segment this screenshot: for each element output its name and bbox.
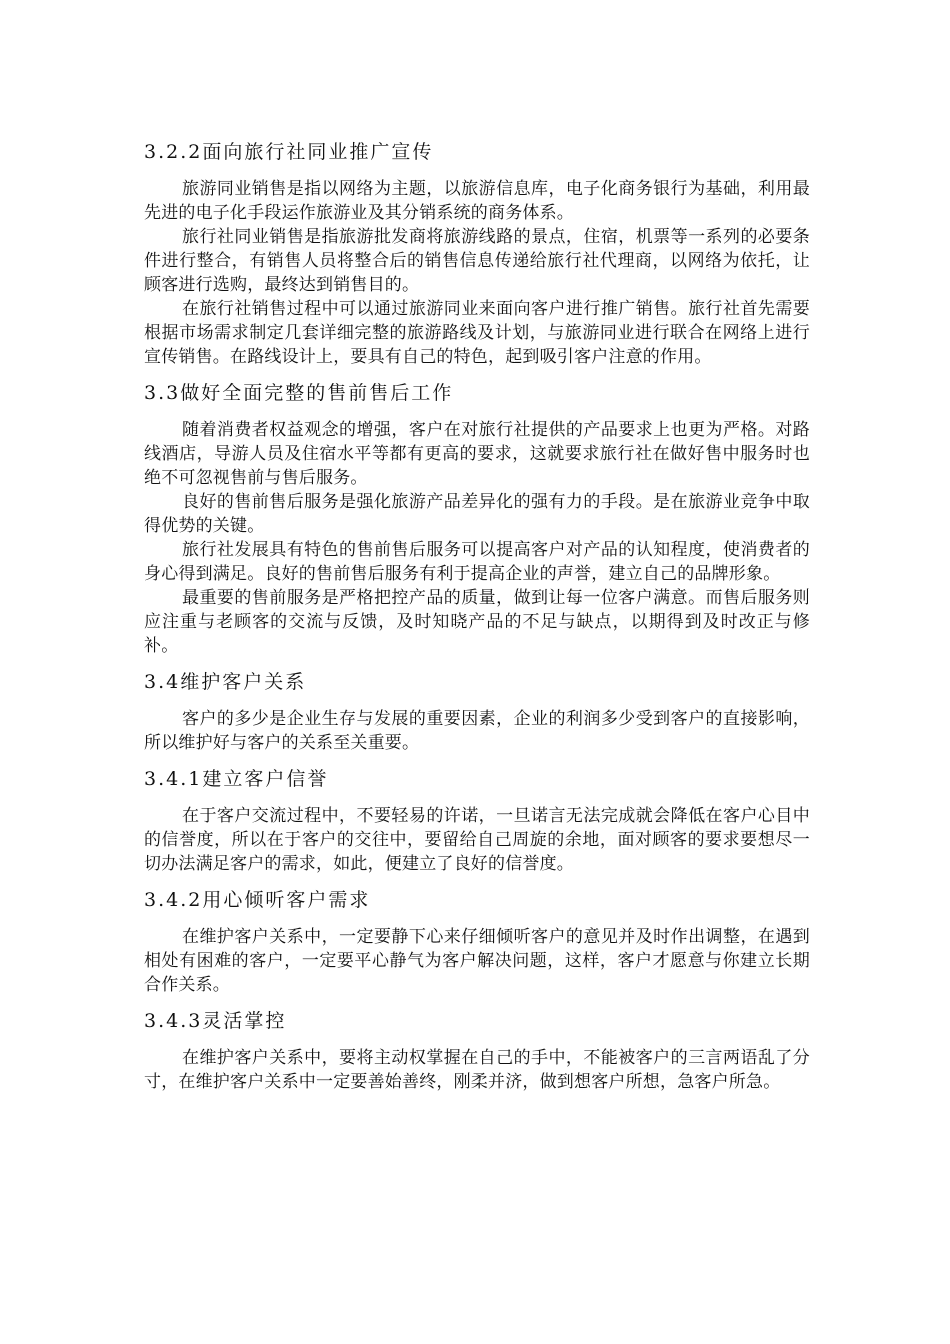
paragraph: 在维护客户关系中，一定要静下心来仔细倾听客户的意见并及时作出调整，在遇到相处有困难的客户，一定要平心静气为客户解决问题，这样，客户才愿意与你建立长期合作关系。	[144, 927, 810, 995]
paragraph: 良好的售前售后服务是强化旅游产品差异化的强有力的手段。是在旅游业竞争中取得优势的关键。	[144, 492, 810, 536]
paragraph: 在于客户交流过程中，不要轻易的许诺，一旦诺言无法完成就会降低在客户心目中的信誉度，所以在于客户的交往中，要留给自己周旋的余地，面对顾客的要求要想尽一切办法满足客户的需求，如此，便建立了良好的信誉度。	[144, 806, 810, 874]
document-body	[144, 137, 810, 1094]
section-heading-3-2-2: 3.2.2面向旅行社同业推广宣传	[144, 141, 434, 163]
paragraph: 在旅行社销售过程中可以通过旅游同业来面向客户进行推广销售。旅行社首先需要根据市场需求制定几套详细完整的旅游路线及计划，与旅游同业进行联合在网络上进行宣传销售。在路线设计上，要具有自己的特色，起到吸引客户注意的作用。	[144, 299, 810, 367]
section-heading-3-3: 3.3做好全面完整的售前售后工作	[144, 382, 454, 404]
paragraph: 随着消费者权益观念的增强，客户在对旅行社提供的产品要求上也更为严格。对路线酒店，导游人员及住宿水平等都有更高的要求，这就要求旅行社在做好售中服务时也绝不可忽视售前与售后服务。	[144, 420, 810, 488]
paragraph: 在维护客户关系中，要将主动权掌握在自己的手中，不能被客户的三言两语乱了分寸，在维护客户关系中一定要善始善终，刚柔并济，做到想客户所想，急客户所急。	[144, 1048, 810, 1092]
paragraph: 旅行社同业销售是指旅游批发商将旅游线路的景点，住宿，机票等一系列的必要条件进行整合，有销售人员将整合后的销售信息传递给旅行社代理商，以网络为依托，让顾客进行选购，最终达到销售目的。	[144, 227, 810, 295]
section-heading-3-4: 3.4维护客户关系	[144, 671, 307, 693]
section-heading-3-4-3: 3.4.3灵活掌控	[144, 1010, 287, 1032]
paragraph: 最重要的售前服务是严格把控产品的质量，做到让每一位客户满意。而售后服务则应注重与老顾客的交流与反馈，及时知晓产品的不足与缺点，以期得到及时改正与修补。	[144, 588, 810, 656]
section-heading-3-4-2: 3.4.2用心倾听客户需求	[144, 889, 371, 911]
paragraph: 旅游同业销售是指以网络为主题，以旅游信息库，电子化商务银行为基础，利用最先进的电子化手段运作旅游业及其分销系统的商务体系。	[144, 179, 810, 223]
paragraph: 旅行社发展具有特色的售前售后服务可以提高客户对产品的认知程度，使消费者的身心得到满足。良好的售前售后服务有利于提高企业的声誉，建立自己的品牌形象。	[144, 540, 810, 584]
paragraph: 客户的多少是企业生存与发展的重要因素，企业的利润多少受到客户的直接影响，所以维护好与客户的关系至关重要。	[144, 709, 810, 753]
section-heading-3-4-1: 3.4.1建立客户信誉	[144, 768, 329, 790]
